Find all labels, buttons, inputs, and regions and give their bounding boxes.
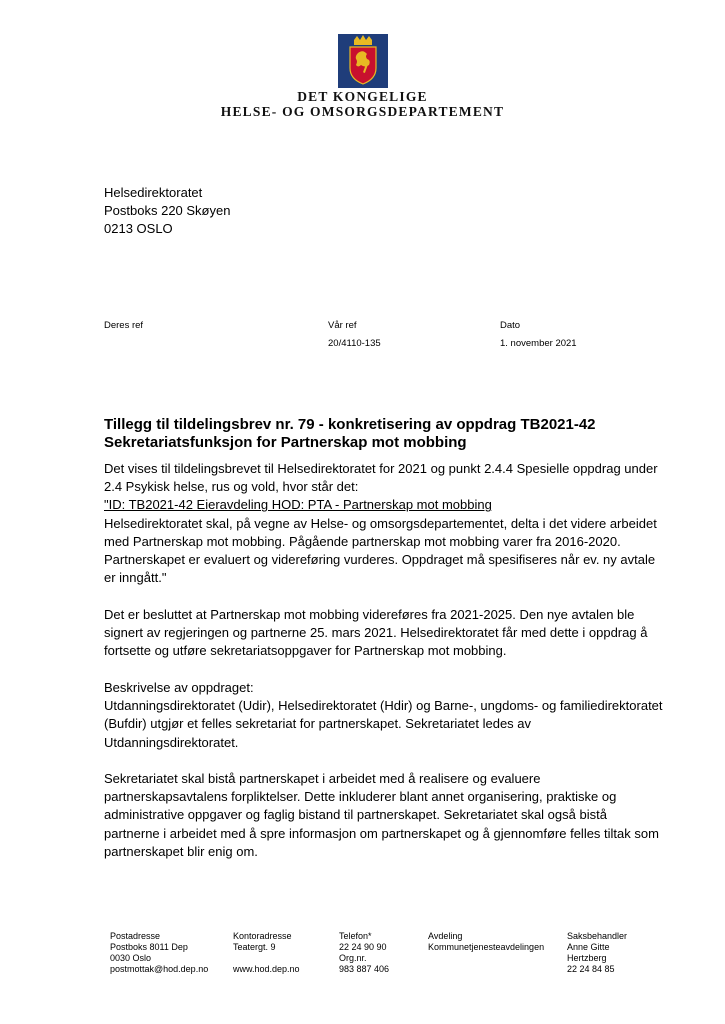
recipient-city: 0213 OSLO <box>104 221 173 236</box>
paragraph-description: Utdanningsdirektoratet (Udir), Helsedirektoratet (Hdir) og Barne-, ungdoms- og familiedirektoratet (Bufdir) utgjør et felles sekretariat for partnerskapet. Sekretariatet ledes av Utdanningsdirektoratet. <box>104 698 663 750</box>
recipient-address: Postboks 220 Skøyen <box>104 203 231 218</box>
letter-body-intro <box>104 460 664 587</box>
letter-title-line2: Sekretariatsfunksjon for Partnerskap mot mobbing <box>104 434 467 451</box>
footer-avdeling-label: Avdeling <box>428 931 463 941</box>
footer-kontoradresse-label: Kontoradresse <box>233 931 292 941</box>
letter-title-line1: Tillegg til tildelingsbrev nr. 79 - konkretisering av oppdrag TB2021-42 <box>104 416 596 433</box>
footer-email: postmottak@hod.dep.no <box>110 964 209 974</box>
footer-postadresse-label: Postadresse <box>110 931 161 941</box>
paragraph-secretariat: Sekretariatet skal bistå partnerskapet i arbeidet med å realisere og evaluere partnerskapsavtalens forpliktelser. Dette inkluderer blant annet organisering, praktiske og administrative oppgaver og faglig bistand til partnerskapet. Sekretariatet skal også bistå partnerne i arbeidet med å spre informasjon om partnerskapet og å gjennomføre felles tiltak som partnerskapet blir enig om. <box>104 771 659 859</box>
description-section <box>104 679 664 752</box>
date-value: 1. november 2021 <box>500 338 577 349</box>
recipient-name: Helsedirektoratet <box>104 185 203 200</box>
coat-of-arms-logo <box>338 34 388 88</box>
footer-kontoradresse-spacer <box>233 953 300 964</box>
footer-telefon <box>339 931 389 975</box>
footer-saksbehandler-name2: Hertzberg <box>567 953 607 963</box>
footer-postadresse-box: Postboks 8011 Dep <box>110 942 188 952</box>
footer-saksbehandler <box>567 931 627 975</box>
footer-telefon-number: 22 24 90 90 <box>339 942 387 952</box>
letter-title <box>104 416 664 452</box>
footer-saksbehandler-name1: Anne Gitte <box>567 942 610 952</box>
footer-website: www.hod.dep.no <box>233 964 300 974</box>
footer-avdeling <box>428 931 544 953</box>
deres-ref-label: Deres ref <box>104 320 144 331</box>
paragraph-intro: Det vises til tildelingsbrevet til Helsedirektoratet for 2021 og punkt 2.4.4 Spesielle oppdrag under 2.4 Psykisk helse, rus og vold, hvor står det: <box>104 461 658 495</box>
footer-avdeling-value: Kommunetjenesteavdelingen <box>428 942 545 952</box>
date-label: Dato <box>500 320 521 331</box>
footer-orgnr-label: Org.nr. <box>339 953 367 963</box>
ministry-name-line2: HELSE- OG OMSORGSDEPARTEMENT <box>220 104 505 119</box>
description-heading: Beskrivelse av oppdraget: <box>104 680 254 695</box>
ministry-name-line1: DET KONGELIGE <box>297 89 428 104</box>
footer-postadresse-city: 0030 Oslo <box>110 953 152 963</box>
footer-orgnr-value: 983 887 406 <box>339 964 390 974</box>
var-ref-value: 20/4110-135 <box>328 338 381 349</box>
footer-saksbehandler-label: Saksbehandler <box>567 931 628 941</box>
quote-text: Helsedirektoratet skal, på vegne av Helse- og omsorgsdepartementet, delta i det videre arbeidet med Partnerskap mot mobbing. Pågående partnerskap mot mobbing varer fra 2016-2020. Partnerskapet er evaluert og videreføring vurderes. Oppdraget må spesifiseres når ev. ny avtale er inngått." <box>104 515 657 586</box>
footer-kontoradresse <box>233 931 300 975</box>
var-ref-label: Vår ref <box>328 320 357 331</box>
footer-postadresse <box>110 931 208 975</box>
paragraph-decision: Det er besluttet at Partnerskap mot mobbing videreføres fra 2021-2025. Den nye avtalen ble signert av regjeringen og partnerne 25. mars 2021. Helsedirektoratet får med dette i oppdrag å fortsette og utføre sekretariatsoppgaver for Partnerskap mot mobbing. <box>104 607 648 659</box>
footer-saksbehandler-phone: 22 24 84 85 <box>567 964 615 974</box>
quote-id-line: "ID: TB2021-42 Eieravdeling HOD: PTA - Partnerskap mot mobbing <box>104 497 492 513</box>
footer-telefon-label: Telefon* <box>339 931 372 941</box>
footer-kontoradresse-street: Teatergt. 9 <box>233 942 276 952</box>
